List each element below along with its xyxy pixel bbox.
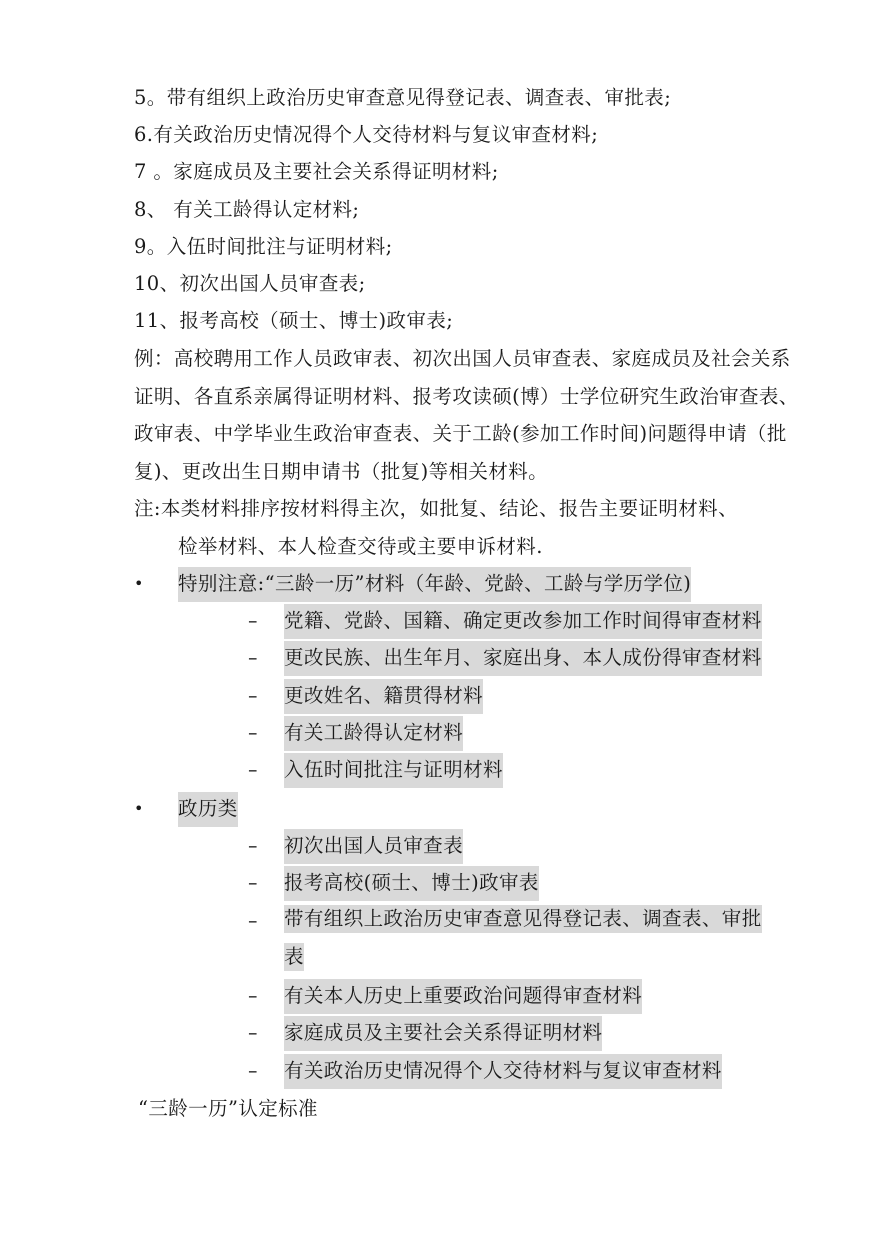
political-item: 家庭成员及主要社会关系得证明材料 bbox=[284, 1016, 602, 1051]
bullet-icon: • bbox=[134, 799, 144, 818]
dash-icon: – bbox=[248, 985, 258, 1007]
political-item-wrapped-line-2: 表 bbox=[284, 943, 304, 971]
dash-icon: – bbox=[248, 835, 258, 857]
dash-icon: – bbox=[248, 759, 258, 781]
note-paragraph bbox=[134, 490, 809, 565]
note-line-1: 注:本类材料排序按材料得主次，如批复、结论、报告主要证明材料、 bbox=[134, 497, 738, 520]
special-item: 党籍、党龄、国籍、确定更改参加工作时间得审查材料 bbox=[284, 604, 762, 639]
political-item-wrapped-line-1: 带有组织上政治历史审查意见得登记表、调查表、审批 bbox=[284, 905, 762, 933]
dash-icon: – bbox=[248, 1022, 258, 1044]
list-item-9: 9。入伍时间批注与证明材料; bbox=[134, 235, 393, 258]
dash-icon: – bbox=[248, 722, 258, 744]
special-item: 入伍时间批注与证明材料 bbox=[284, 753, 503, 788]
special-note-heading: 特别注意:“三龄一历”材料（年龄、党龄、工龄与学历学位) bbox=[178, 567, 691, 602]
list-item-7: 7 。家庭成员及主要社会关系得证明材料; bbox=[134, 160, 499, 183]
list-item-6: 6.有关政治历史情况得个人交待材料与复议审查材料; bbox=[134, 123, 599, 146]
political-heading: 政历类 bbox=[178, 792, 238, 827]
political-item: 有关政治历史情况得个人交待材料与复议审查材料 bbox=[284, 1054, 722, 1089]
dash-icon: – bbox=[248, 910, 258, 932]
list-item-10: 10、初次出国人员审查表; bbox=[134, 272, 366, 295]
political-item: 初次出国人员审查表 bbox=[284, 829, 463, 864]
dash-icon: – bbox=[248, 685, 258, 707]
special-item: 更改民族、出生年月、家庭出身、本人成份得审查材料 bbox=[284, 641, 762, 676]
dash-icon: – bbox=[248, 1060, 258, 1082]
list-item-11: 11、报考高校（硕士、博士)政审表; bbox=[134, 309, 454, 332]
list-item-8: 8、 有关工龄得认定材料; bbox=[134, 198, 360, 221]
section-heading: “三龄一历”认定标准 bbox=[138, 1097, 318, 1120]
dash-icon: – bbox=[248, 872, 258, 894]
special-item: 更改姓名、籍贯得材料 bbox=[284, 679, 483, 714]
special-item: 有关工龄得认定材料 bbox=[284, 716, 463, 751]
dash-icon: – bbox=[248, 610, 258, 632]
note-line-2: 检举材料、本人检查交待或主要申诉材料. bbox=[178, 534, 543, 558]
political-item: 报考高校(硕士、博士)政审表 bbox=[284, 866, 539, 901]
example-paragraph: 例：高校聘用工作人员政审表、初次出国人员审查表、家庭成员及社会关系证明、各直系亲属得证明材料、报考攻读硕(博）士学位研究生政治审查表、政审表、中学毕业生政治审查表、关于工龄(参加工作时间)问题得申请（批复)、更改出生日期申请书（批复)等相关材料。 bbox=[134, 347, 799, 483]
political-item: 有关本人历史上重要政治问题得审查材料 bbox=[284, 979, 642, 1014]
bullet-icon: • bbox=[134, 574, 144, 593]
political-item-wrapped bbox=[284, 900, 799, 975]
list-item-5: 5。带有组织上政治历史审查意见得登记表、调查表、审批表; bbox=[134, 86, 672, 109]
dash-icon: – bbox=[248, 647, 258, 669]
